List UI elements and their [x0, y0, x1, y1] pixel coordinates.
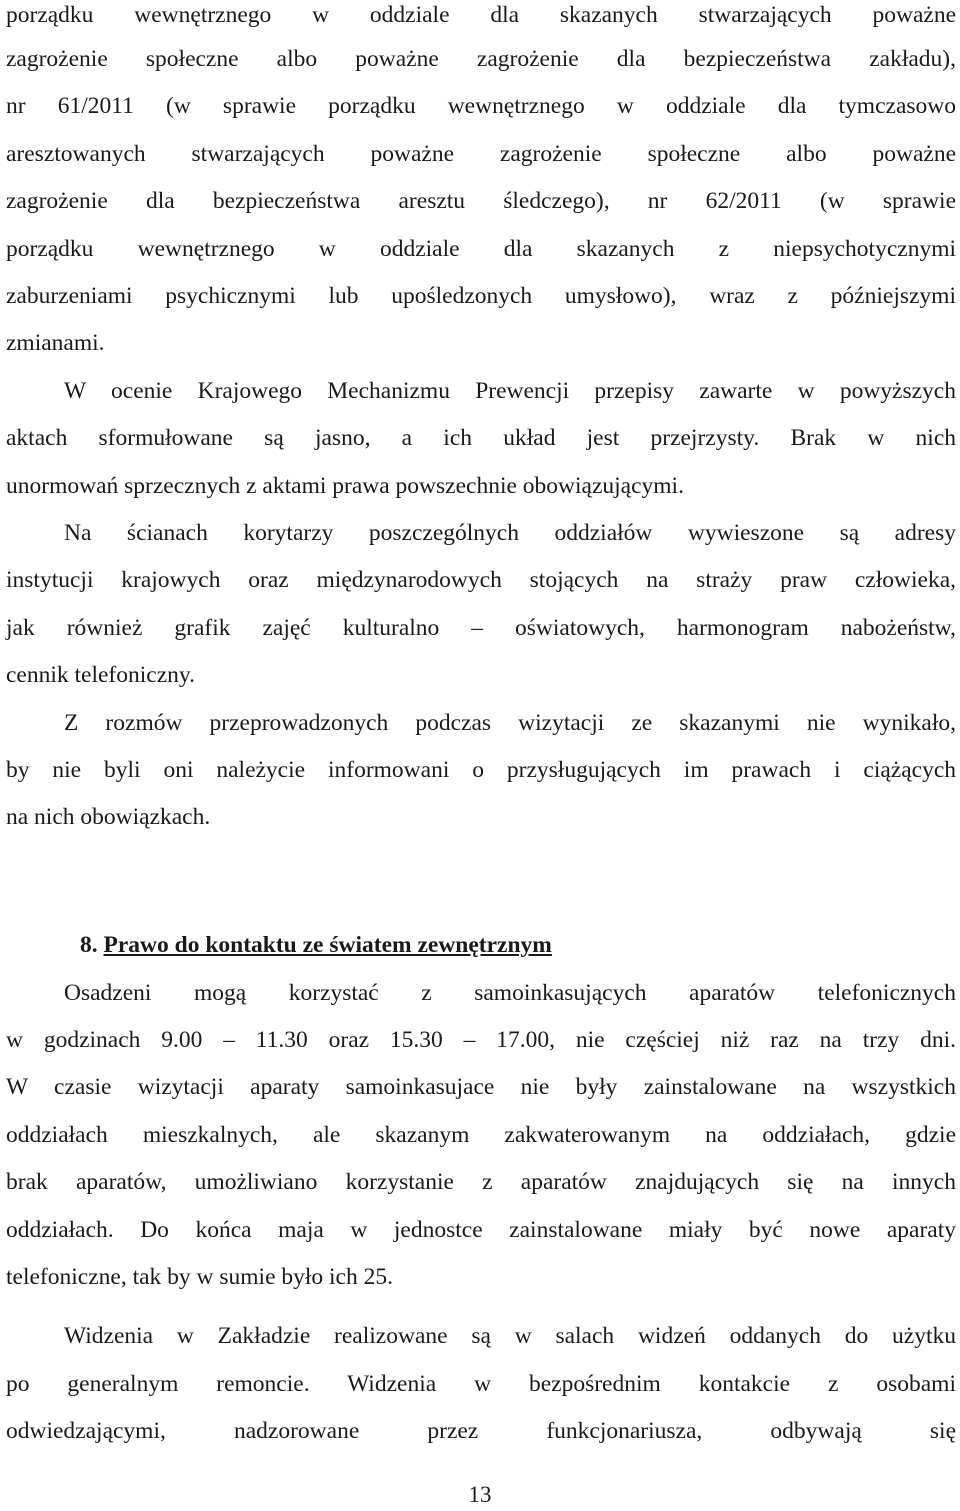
text-line: instytucji krajowych oraz międzynarodowych stojących na straży praw człowieka, [6, 567, 956, 593]
text-line: zagrożenie społeczne albo poważne zagrożenie dla bezpieczeństwa zakładu), [6, 46, 956, 72]
text-line: porządku wewnętrznego w oddziale dla skazanych z niepsychotycznymi [6, 236, 956, 262]
text-line: unormowań sprzecznych z aktami prawa powszechnie obowiązującymi. [6, 473, 684, 499]
text-line: porządku wewnętrznego w oddziale dla skazanych stwarzających poważne [6, 2, 956, 28]
text-line: brak aparatów, umożliwiano korzystanie z aparatów znajdujących się na innych [6, 1169, 956, 1195]
text-line: W czasie wizytacji aparaty samoinkasujace nie były zainstalowane na wszystkich [6, 1074, 956, 1100]
page-number: 13 [468, 1482, 492, 1507]
text-line: odwiedzającymi, nadzorowane przez funkcjonariusza, odbywają się [6, 1418, 956, 1444]
section-number: 8. [80, 932, 98, 958]
text-line: na nich obowiązkach. [6, 804, 211, 830]
text-line: telefoniczne, tak by w sumie było ich 25. [6, 1264, 393, 1290]
text-line: jak również grafik zajęć kulturalno – oświatowych, harmonogram nabożeństw, [6, 615, 956, 641]
text-line: po generalnym remoncie. Widzenia w bezpośrednim kontakcie z osobami [6, 1371, 956, 1397]
text-line: W ocenie Krajowego Mechanizmu Prewencji przepisy zawarte w powyższych [64, 378, 956, 404]
section-heading [80, 930, 552, 960]
text-line: oddziałach mieszkalnych, ale skazanym zakwaterowanym na oddziałach, gdzie [6, 1122, 956, 1148]
text-line: Widzenia w Zakładzie realizowane są w salach widzeń oddanych do użytku [64, 1323, 956, 1349]
text-line: aresztowanych stwarzających poważne zagrożenie społeczne albo poważne [6, 141, 956, 167]
text-line: w godzinach 9.00 – 11.30 oraz 15.30 – 17.00, nie częściej niż raz na trzy dni. [6, 1027, 956, 1053]
text-line: by nie byli oni należycie informowani o przysługujących im prawach i ciążących [6, 757, 956, 783]
text-line: nr 61/2011 (w sprawie porządku wewnętrznego w oddziale dla tymczasowo [6, 93, 956, 119]
text-line: Na ścianach korytarzy poszczególnych oddziałów wywieszone są adresy [64, 520, 956, 546]
section-title: Prawo do kontaktu ze światem zewnętrznym [103, 932, 552, 958]
text-line: oddziałach. Do końca maja w jednostce zainstalowane miały być nowe aparaty [6, 1217, 956, 1243]
text-line: cennik telefoniczny. [6, 662, 195, 688]
text-line: Osadzeni mogą korzystać z samoinkasujących aparatów telefonicznych [64, 980, 956, 1006]
text-line: Z rozmów przeprowadzonych podczas wizytacji ze skazanymi nie wynikało, [64, 710, 956, 736]
text-line: aktach sformułowane są jasno, a ich układ jest przejrzysty. Brak w nich [6, 425, 956, 451]
text-line: zmianami. [6, 330, 105, 356]
text-line: zagrożenie dla bezpieczeństwa aresztu śledczego), nr 62/2011 (w sprawie [6, 188, 956, 214]
text-line: zaburzeniami psychicznymi lub upośledzonych umysłowo), wraz z późniejszymi [6, 283, 956, 309]
